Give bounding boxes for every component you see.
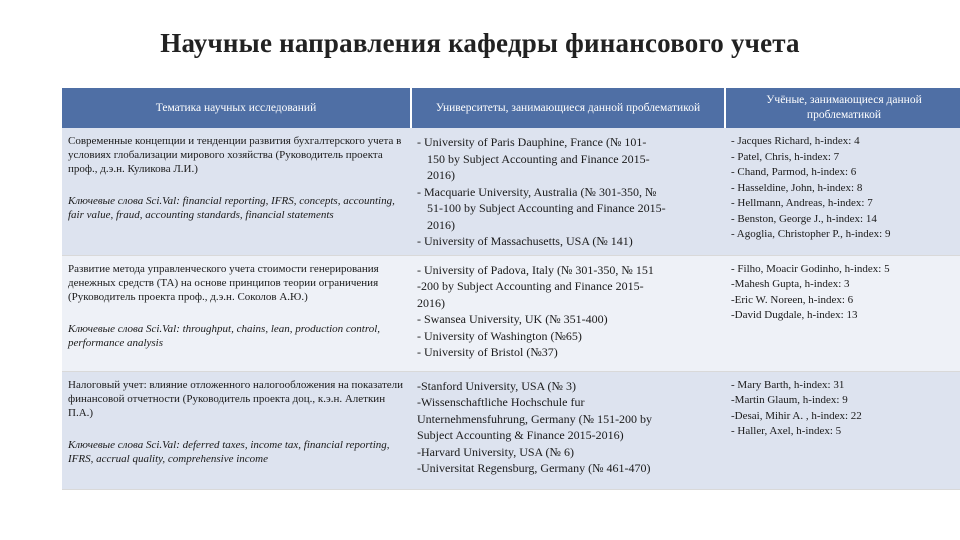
topic-cell [62,371,411,489]
header-topics: Тематика научных исследований [62,88,411,128]
list-item: -200 by Subject Accounting and Finance 2015- [417,279,644,293]
list-item: - Hasseldine, John, h-index: 8 [731,181,863,194]
list-item: -Universitat Regensburg, Germany (№ 461-470) [417,461,651,475]
keywords-text: Ключевые слова Sci.Val: throughput, chains, lean, production control, performance analysis [68,322,380,349]
topic-text: Развитие метода управленческого учета стоимости генерирования денежных средств (ТА) на основе принципов теории ограничения (Руководитель проекта проф., д.э.н. Соколов А.Ю.) [68,262,379,303]
universities-cell [411,128,725,255]
list-item: - Agoglia, Christopher P., h-index: 9 [731,228,891,240]
list-item: - Mary Barth, h-index: 31 [731,378,845,391]
list-item: - Filho, Moacir Godinho, h-index: 5 [731,262,890,275]
header-universities: Университеты, занимающиеся данной проблематикой [411,88,725,128]
list-item: 150 by Subject Accounting and Finance 2015- [427,151,650,166]
table-row [62,255,960,371]
list-item: - University of Padova, Italy (№ 301-350, № 151 [417,262,654,277]
list-item: -Harvard University, USA (№ 6) [417,444,574,459]
keywords-text: Ключевые слова Sci.Val: deferred taxes, income tax, financial reporting, IFRS, accrual quality, comprehensive income [68,438,390,465]
list-item: - University of Bristol (№37) [417,345,558,359]
list-item: - Haller, Axel, h-index: 5 [731,425,842,437]
table-header-row [62,88,960,128]
list-item: - University of Massachusetts, USA (№ 141) [417,234,633,248]
keywords-text: Ключевые слова Sci.Val: financial reporting, IFRS, concepts, accounting, fair value, fraud, accounting standards, financial statements [68,195,395,221]
list-item: Unternehmensfuhrung, Germany (№ 151-200 by [417,411,653,426]
list-item: -Eric W. Noreen, h-index: 6 [731,293,854,306]
list-item: -Mahesh Gupta, h-index: 3 [731,278,850,290]
list-item: -Desai, Mihir A. , h-index: 22 [731,409,862,422]
topic-cell [62,255,411,371]
page-title: Научные направления кафедры финансового учета [160,28,800,58]
list-item: Subject Accounting & Finance 2015-2016) [417,428,624,442]
list-item: - University of Washington (№65) [417,328,582,343]
list-item: - Benston, George J., h-index: 14 [731,212,877,225]
list-item: -Wissenschaftliche Hochschule fur [417,395,585,409]
list-item: - Macquarie University, Australia (№ 301-350, № [417,184,657,199]
list-item: - Chand, Parmod, h-index: 6 [731,166,857,178]
list-item: 51-100 by Subject Accounting and Finance 2015- [427,201,666,215]
list-item: -Stanford University, USA (№ 3) [417,378,576,393]
research-table [62,88,960,490]
list-item: - Hellmann, Andreas, h-index: 7 [731,197,873,209]
list-item: -David Dugdale, h-index: 13 [731,309,858,321]
table-row [62,371,960,489]
scientists-cell [725,255,960,371]
topic-cell [62,128,411,255]
scientists-cell [725,371,960,489]
universities-cell [411,255,725,371]
list-item: - Patel, Chris, h-index: 7 [731,150,840,163]
list-item: - Swansea University, UK (№ 351-400) [417,312,608,326]
list-item: - Jacques Richard, h-index: 4 [731,135,860,147]
list-item: 2016) [417,295,445,310]
list-item: 2016) [427,217,455,232]
universities-cell [411,371,725,489]
topic-text: Современные концепции и тенденции развития бухгалтерского учета в условиях глобализации мирового хозяйства (Руководитель проекта проф., д.э.н. Куликова Л.И.) [68,135,402,175]
scientists-cell [725,128,960,255]
header-scientists: Учёные, занимающиеся данной проблематикой [725,88,960,128]
topic-text: Налоговый учет: влияние отложенного налогообложения на показатели финансовой отчетности (Руководитель проекта доц., к.э.н. Алеткин П.А.) [68,378,404,419]
table-row [62,128,960,255]
list-item: - University of Paris Dauphine, France (№ 101- [417,135,647,149]
list-item: -Martin Glaum, h-index: 9 [731,394,848,406]
list-item: 2016) [427,168,455,182]
